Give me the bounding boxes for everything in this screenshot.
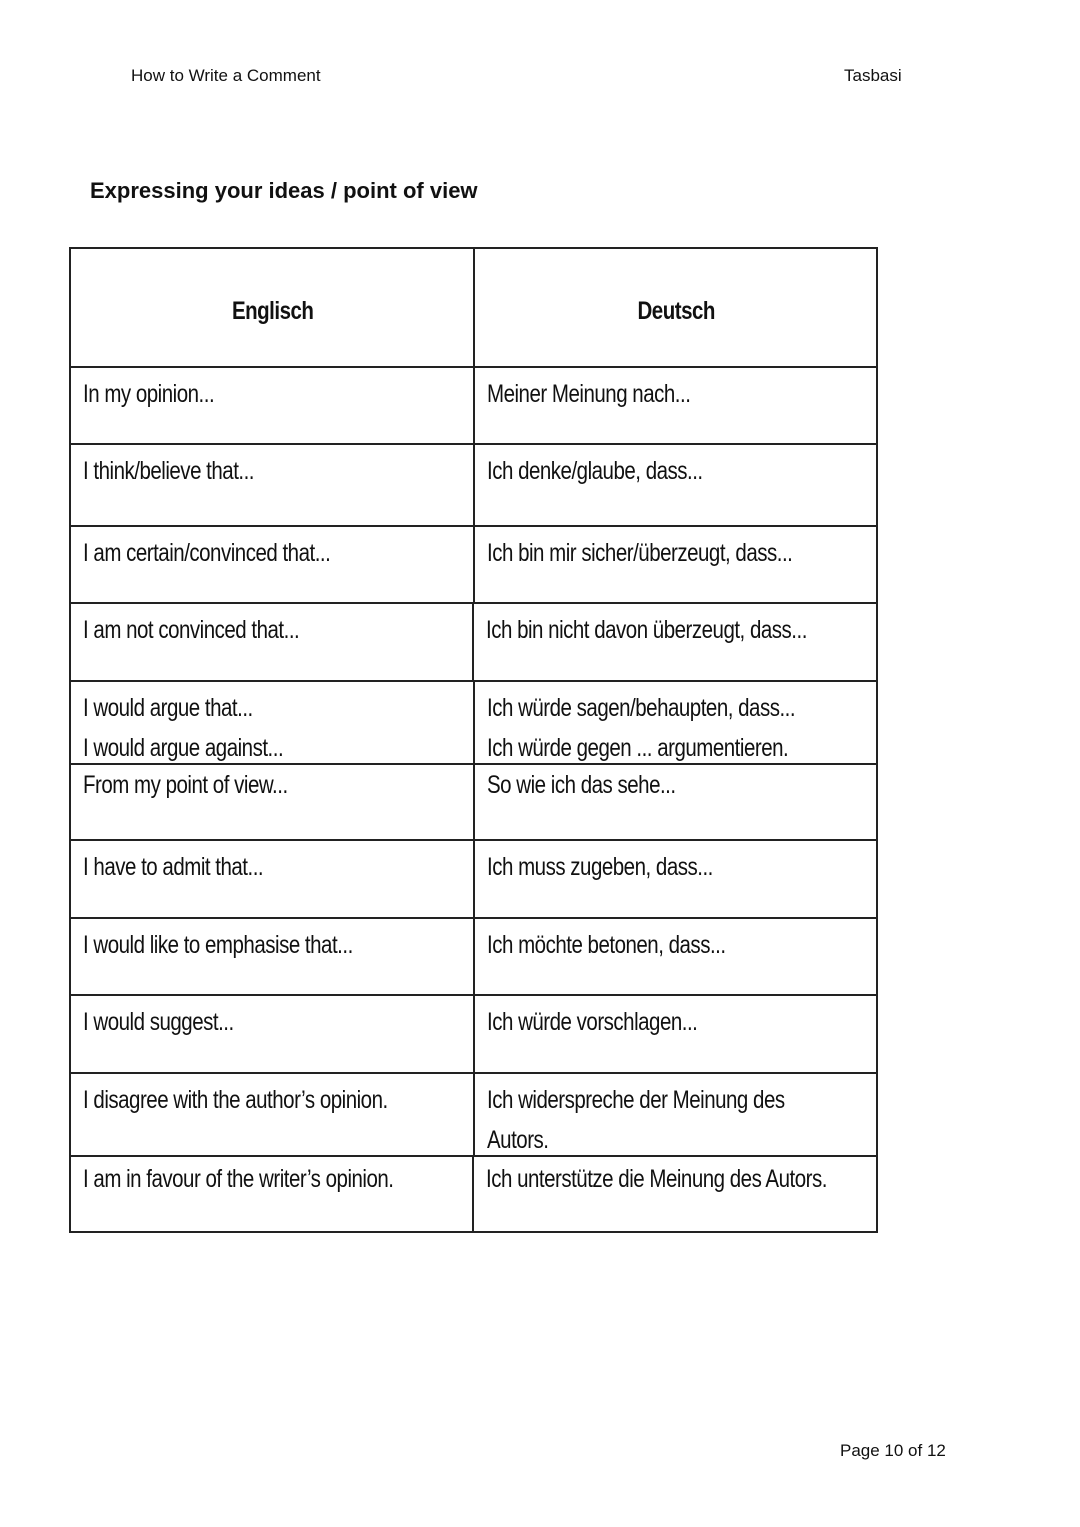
table-row bbox=[71, 1072, 876, 1155]
english-phrase: I would suggest... bbox=[71, 996, 475, 1072]
german-phrase: Ich bin nicht davon überzeugt, dass... bbox=[486, 616, 807, 644]
table-row bbox=[71, 680, 876, 763]
german-phrase: Ich möchte betonen, dass... bbox=[487, 931, 726, 959]
english-phrase: In my opinion... bbox=[71, 368, 475, 443]
table-header-row bbox=[71, 249, 876, 366]
phrase-table bbox=[69, 247, 878, 1233]
column-header-english: Englisch bbox=[71, 249, 475, 366]
german-phrase: Ich denke/glaube, dass... bbox=[487, 457, 703, 485]
author-name: Tasbasi bbox=[844, 66, 902, 85]
table-row bbox=[71, 525, 876, 602]
page-number: Page 10 of 12 bbox=[840, 1441, 946, 1460]
english-phrase: I am certain/convinced that... bbox=[71, 527, 475, 602]
german-phrase: So wie ich das sehe... bbox=[487, 771, 676, 799]
german-phrase: Ich bin mir sicher/überzeugt, dass... bbox=[487, 539, 793, 567]
german-phrase: Meiner Meinung nach... bbox=[487, 380, 691, 408]
column-header-german: Deutsch bbox=[637, 297, 716, 325]
section-title: Expressing your ideas / point of view bbox=[90, 178, 478, 203]
german-phrase: Ich würde sagen/behaupten, dass... Ich würde gegen ... argumentieren. bbox=[487, 694, 796, 762]
table-row bbox=[71, 917, 876, 994]
german-phrase: Ich widerspreche der Meinung des Autors. bbox=[487, 1086, 785, 1154]
german-phrase: Ich muss zugeben, dass... bbox=[487, 853, 713, 881]
table-row bbox=[71, 839, 876, 917]
table-row bbox=[71, 366, 876, 443]
english-phrase: From my point of view... bbox=[71, 765, 475, 839]
english-phrase: I am not convinced that... bbox=[71, 604, 474, 680]
english-phrase: I disagree with the author’s opinion. bbox=[71, 1074, 475, 1155]
german-phrase: Ich unterstütze die Meinung des Autors. bbox=[486, 1165, 827, 1193]
english-phrase: I would argue that... I would argue against... bbox=[71, 682, 475, 763]
table-row bbox=[71, 994, 876, 1072]
table-row bbox=[71, 763, 876, 839]
document-title: How to Write a Comment bbox=[131, 66, 321, 85]
table-row bbox=[71, 1155, 876, 1231]
table-row bbox=[71, 602, 876, 680]
english-phrase: I am in favour of the writer’s opinion. bbox=[71, 1157, 474, 1231]
table-row bbox=[71, 443, 876, 525]
english-phrase: I have to admit that... bbox=[71, 841, 475, 917]
german-phrase: Ich würde vorschlagen... bbox=[487, 1008, 698, 1036]
english-phrase: I think/believe that... bbox=[71, 445, 475, 525]
english-phrase: I would like to emphasise that... bbox=[71, 919, 475, 994]
